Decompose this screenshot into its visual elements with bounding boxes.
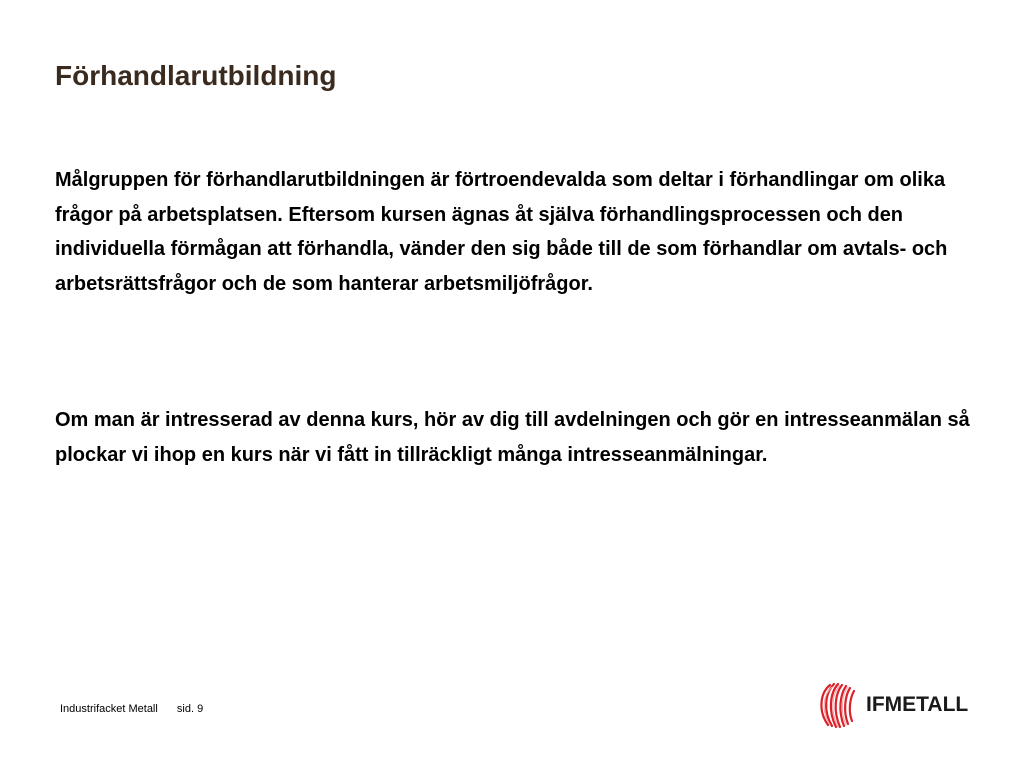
slide-title: Förhandlarutbildning	[55, 60, 337, 91]
if-metall-logo	[816, 681, 986, 731]
body-paragraph-target-group: Målgruppen för förhandlarutbildningen är förtroendevalda som deltar i förhandlingar om olika frågor på arbetsplatsen. Eftersom kursen ägnas åt själva förhandlingsprocessen och den individuella förmågan att förhandla, vänder den sig både till de som förhandlar om avtals- och arbetsrättsfrågor och de som hanterar arbetsmiljöfrågor.	[55, 169, 948, 295]
if-metall-logo-text: IFMETALL	[866, 693, 969, 716]
body-paragraph-interest: Om man är intresserad av denna kurs, hör av dig till avdelningen och gör en intresseanmälan så plockar vi ihop en kurs när vi fått in tillräckligt många intresseanmälningar.	[55, 409, 970, 466]
footer-organization: Industrifacket Metall	[60, 703, 158, 715]
if-metall-logo-icon	[816, 681, 862, 731]
footer-page-number: sid. 9	[176, 703, 204, 715]
footer	[60, 703, 203, 715]
